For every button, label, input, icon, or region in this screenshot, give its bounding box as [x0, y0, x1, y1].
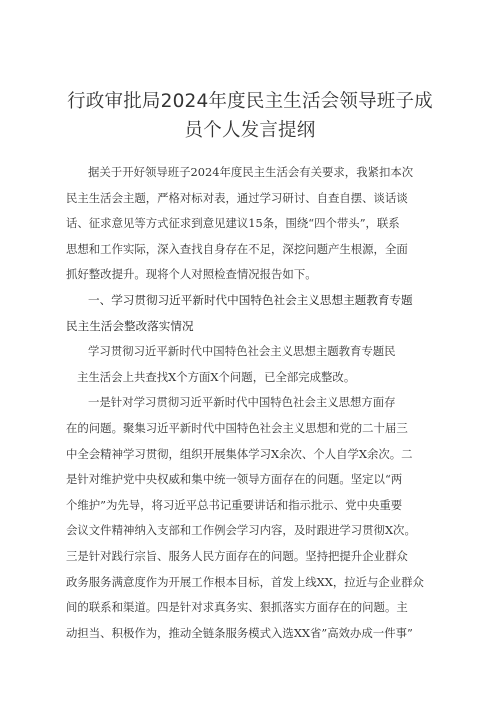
heading-line: 一、学习贯彻习近平新时代中国特色社会主义思想主题教育专题 — [88, 292, 413, 307]
section-paragraph-1 — [66, 339, 438, 390]
paragraph-line: 会议文件精神纳入支部和工作例会学习内容，及时跟进学习贯彻X次。 — [66, 523, 416, 538]
document-title — [40, 87, 460, 145]
heading-line: 民主生活会整改落实情况 — [66, 318, 194, 333]
intro-line: 思想和工作实际，深入查找自身存在不足，深挖问题产生根源，全面 — [66, 241, 408, 256]
paragraph-line: 三是针对践行宗旨、服务人民方面存在的问题。坚持把提升企业群众 — [66, 548, 408, 563]
intro-line: 民主生活会主题，严格对标对表，通过学习研讨、自查自摆、谈话谈 — [66, 190, 408, 205]
document-body — [66, 160, 438, 646]
paragraph-line: 个维护”为先导，将习近平总书记重要讲话和指示批示、党中央重要 — [66, 497, 403, 512]
paragraph-line: 是针对维护党中央权威和集中统一领导方面存在的问题。坚定以“两 — [66, 472, 403, 487]
paragraph-line: 动担当、积极作为，推动全链条服务模式入选XX省”高效办成一件事” — [66, 625, 413, 640]
paragraph-line: 中全会精神学习贯彻，组织开展集体学习X余次、个人自学X余次。二 — [66, 446, 413, 461]
paragraph-line: 学习贯彻习近平新时代中国特色社会主义思想主题教育专题民 — [88, 344, 396, 359]
paragraph-line: 主生活会上共查找X个方面X个问题，已全部完成整改。 — [77, 369, 356, 384]
intro-line: 抓好整改提升。现将个人对照检查情况报告如下。 — [66, 267, 317, 282]
paragraph-line: 间的联系和渠道。四是针对求真务实、狠抓落实方面存在的问题。主 — [66, 600, 408, 615]
section-paragraph-2 — [66, 390, 438, 646]
intro-line: 据关于开好领导班子2024年度民主生活会有关要求，我紧扣本次 — [88, 165, 414, 179]
title-line-2: 员个人发言提纲 — [184, 120, 316, 141]
paragraph-line: 在的问题。聚集习近平新时代中国特色社会主义思想和党的二十届三 — [66, 420, 408, 435]
paragraph-line: 政务服务满意度作为开展工作根本目标，首发上线XX，拉近与企业群众 — [66, 574, 424, 589]
paragraph-line: 一是针对学习贯彻习近平新时代中国特色社会主义思想方面存 — [88, 395, 396, 410]
intro-paragraph — [66, 160, 438, 288]
title-line-1: 行政审批局2024年度民主生活会领导班子成 — [67, 91, 433, 112]
intro-line: 话、征求意见等方式征求到意见建议15条，围绕“四个带头”，联系 — [66, 216, 400, 231]
section-heading — [66, 288, 438, 339]
